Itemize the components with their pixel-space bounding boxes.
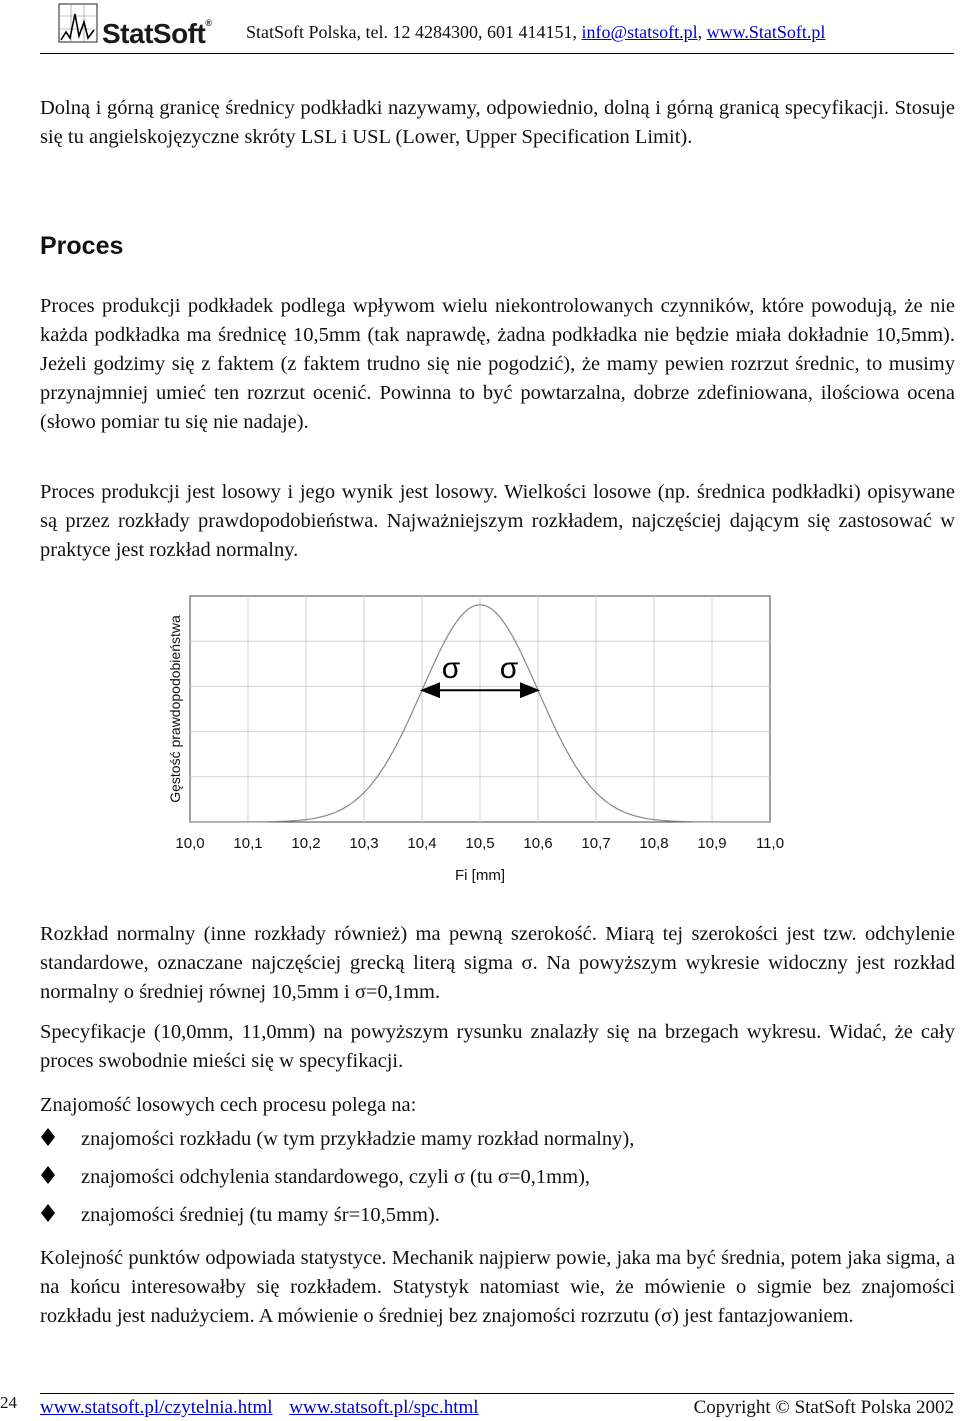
footer-link-spc[interactable]: www.statsoft.pl/spc.html bbox=[289, 1397, 479, 1418]
page-number: 24 bbox=[0, 1393, 17, 1412]
footer-divider bbox=[40, 1393, 954, 1394]
header-divider bbox=[40, 53, 954, 54]
x-tick-label: 10,8 bbox=[639, 835, 669, 852]
diamond-bullet-icon bbox=[40, 1203, 56, 1223]
list-item: znajomości średniej (tu mamy śr=10,5mm). bbox=[40, 1201, 955, 1239]
x-tick-label: 10,2 bbox=[291, 835, 321, 852]
statsoft-logo-icon bbox=[58, 2, 100, 46]
x-axis-label: Fi [mm] bbox=[455, 867, 505, 884]
sigma-label: σ bbox=[441, 652, 461, 686]
company-phone: StatSoft Polska, tel. 12 4284300, 601 414151, bbox=[246, 22, 582, 42]
x-tick-label: 10,4 bbox=[407, 835, 437, 852]
normal-distribution-chart bbox=[150, 590, 830, 890]
paragraph-conclusion: Kolejność punktów odpowiada statystyce. Mechanik najpierw powie, jaka ma być średnia, potem jaka sigma, a na końcu interesowałby się rozkładem. Statystyk natomiast wie, że mówienie o sigmie bez znajomości rozkładu jest nadużyciem. A mówienie o średniej bez znajomości rozrzutu (σ) jest fantazjowaniem. bbox=[40, 1247, 955, 1327]
paragraph-random: Proces produkcji jest losowy i jego wynik jest losowy. Wielkości losowe (np. średnica podkładki) opisywane są przez rozkłady prawdopodobieństwa. Najważniejszym rozkładem, najczęściej dającym się zastosować w praktyce jest rozkład normalny. bbox=[40, 481, 955, 561]
x-tick-label: 10,7 bbox=[581, 835, 611, 852]
website-link[interactable]: www.StatSoft.pl bbox=[706, 22, 826, 42]
x-tick-label: 10,9 bbox=[697, 835, 727, 852]
section-heading: Proces bbox=[40, 232, 124, 260]
footer-links bbox=[40, 1397, 491, 1419]
x-tick-label: 10,6 bbox=[523, 835, 553, 852]
diamond-bullet-icon bbox=[40, 1127, 56, 1147]
x-tick-label: 10,0 bbox=[175, 835, 205, 852]
header-contact: StatSoft Polska, tel. 12 4284300, 601 414151, info@statsoft.pl, www.StatSoft.pl bbox=[246, 22, 826, 42]
paragraph-process: Proces produkcji podkładek podlega wpływom wielu niekontrolowanych czynników, które powodują, że nie każda podkładka ma średnicę 10,5mm (tak naprawdę, żadna podkładka nie będzie miała dokładnie 10,5mm). Jeżeli godzimy się z faktem (z faktem trudno się nie pogodzić), że mamy pewien rozrzut średnic, to musimy przynajmniej umieć ten rozrzut ocenić. Powinna to być powtarzalna, dobrze zdefiniowana, ilościowa ocena (słowo pomiar tu się nie nadaje). bbox=[40, 295, 955, 433]
copyright-text: Copyright © StatSoft Polska 2002 bbox=[693, 1397, 954, 1418]
statsoft-logo-text: StatSoft® bbox=[102, 18, 212, 49]
diamond-bullet-icon bbox=[40, 1165, 56, 1185]
x-tick-label: 11,0 bbox=[755, 835, 785, 852]
page-header bbox=[40, 0, 954, 52]
list-item: znajomości rozkładu (w tym przykładzie mamy rozkład normalny), bbox=[40, 1125, 955, 1163]
x-tick-label: 10,3 bbox=[349, 835, 379, 852]
x-tick-label: 10,1 bbox=[233, 835, 263, 852]
paragraph-knowledge: Znajomość losowych cech procesu polega na: bbox=[40, 1094, 417, 1116]
y-axis-label: Gęstość prawdopodobieństwa bbox=[167, 615, 183, 803]
paragraph-sigma: Rozkład normalny (inne rozkłady również) ma pewną szerokość. Miarą tej szerokości jest tzw. odchylenie standardowe, oznaczane najczęściej grecką literą sigma σ. Na powyższym wykresie widoczny jest rozkład normalny o średniej równej 10,5mm i σ=0,1mm. bbox=[40, 923, 955, 1003]
knowledge-list bbox=[40, 1125, 955, 1239]
sigma-label: σ bbox=[499, 652, 519, 686]
intro-paragraph: Dolną i górną granicę średnicy podkładki nazywamy, odpowiednio, dolną i górną granicą specyfikacji. Stosuje się tu angielskojęzyczne skróty LSL i USL (Lower, Upper Specification Limit). bbox=[40, 97, 955, 148]
x-tick-label: 10,5 bbox=[465, 835, 495, 852]
email-link[interactable]: info@statsoft.pl bbox=[581, 22, 698, 42]
list-item: znajomości odchylenia standardowego, czyli σ (tu σ=0,1mm), bbox=[40, 1163, 955, 1201]
paragraph-spec: Specyfikacje (10,0mm, 11,0mm) na powyższym rysunku znalazły się na brzegach wykresu. Widać, że cały proces swobodnie mieści się w specyfikacji. bbox=[40, 1021, 955, 1072]
footer-link-czytelnia[interactable]: www.statsoft.pl/czytelnia.html bbox=[40, 1397, 273, 1418]
